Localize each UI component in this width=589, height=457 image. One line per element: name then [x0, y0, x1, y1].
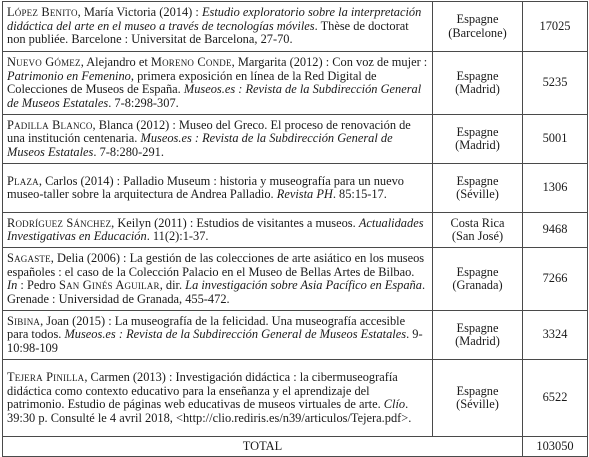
count-cell: 17025	[523, 2, 588, 52]
reference-text: . 7-8:298-307.	[108, 95, 179, 110]
author-name: Nuevo Gómez	[7, 55, 81, 69]
author-name: Sibina	[7, 313, 41, 328]
table-row	[3, 164, 588, 213]
reference-text: , primera exposición en línea de la Red Digital de Colecciones de Museos de España.	[7, 68, 377, 96]
reference-text: , Joan (2015) : La museografía de la felicidad. Una museografía accesible para todos.	[7, 313, 406, 342]
reference-text: . 7-8:280-291.	[93, 144, 164, 159]
country-cell	[433, 360, 523, 437]
reference-cell	[3, 248, 433, 311]
reference-cell	[3, 311, 433, 360]
table-row	[3, 2, 588, 52]
count-cell: 9468	[523, 213, 588, 248]
city: (Madrid)	[455, 138, 500, 152]
country: Espagne	[456, 173, 499, 188]
reference-text: : Pedro	[17, 278, 59, 292]
reference-journal: Museos.es : Revista de la Subdirección General de Museos Estatales	[7, 131, 393, 159]
reference-text: , Blanca (2012) : Museo del Greco. El proceso de renovación de una institución centenaria.	[7, 117, 411, 146]
author-name: Plaza	[7, 173, 39, 188]
author-name: Moreno Conde	[150, 55, 232, 69]
city: (Madrid)	[455, 82, 500, 96]
reference-journal: Clío	[383, 397, 406, 411]
total-value: 103050	[523, 437, 588, 457]
city: (Granada)	[452, 278, 503, 292]
country: Espagne	[456, 264, 499, 279]
reference-text: , dir.	[159, 278, 186, 292]
reference-text: , María Victoria (2014) :	[77, 5, 202, 20]
reference-text: , Delia (2006) : La gestión de las colecciones de arte asiático en los museos españoles : el caso de la Colección Palacio en el Museo de Bellas Artes de Bilbao.	[7, 251, 425, 279]
reference-title: Patrimonio en Femenino	[7, 68, 131, 83]
reference-cell	[3, 52, 433, 115]
reference-cell	[3, 164, 433, 213]
reference-text: . Grenade : Universidad de Granada, 455-472.	[7, 278, 426, 306]
count-cell: 5235	[523, 52, 588, 115]
reference-text: , Margarita (2012) : Con voz de mujer :	[231, 55, 428, 69]
reference-title: Estudio exploratorio sobre la interpretación didáctica del arte en el museo a través de tecnologías móviles	[7, 5, 422, 33]
country-cell	[433, 52, 523, 115]
reference-cell	[3, 213, 433, 248]
city: (Barcelone)	[448, 25, 507, 40]
reference-text: . 11(2):1-37.	[146, 229, 209, 243]
reference-journal: Revista PH	[276, 187, 333, 201]
country-cell	[433, 248, 523, 311]
country-cell	[433, 164, 523, 213]
country: Espagne	[456, 12, 499, 26]
reference-text: , Alejandro et	[80, 55, 151, 69]
reference-cell	[3, 2, 433, 52]
city: (San José)	[451, 229, 504, 243]
reference-text: , Carlos (2014) : Palladio Museum : historia y museografía para un nuevo museo-taller sobre la arquitectura de Andrea Palladio.	[7, 173, 404, 201]
reference-text: , Carmen (2013) : Investigación didáctica : la cibermuseografía didáctica como contexto educativo para la enseñanza y el aprendizaje del patrimonio. Estudio de páginas web educativas de museos virtuales de arte.	[7, 370, 398, 411]
reference-text: . Thèse de doctorat non publiée. Barcelone : Universitat de Barcelona, 27-70.	[7, 18, 409, 47]
reference-text: . 39:30 p. Consulté le 4 avril 2018, <http://clio.rediris.es/n39/articulos/Tejera.pdf>.	[7, 397, 412, 425]
table-row	[3, 115, 588, 164]
country-cell	[433, 115, 523, 164]
reference-title: La investigación sobre Asia Pacífico en España	[185, 278, 422, 292]
author-name: Tejera Pinilla	[7, 370, 85, 384]
table-row	[3, 360, 588, 437]
reference-journal: Museos.es : Revista de la Subdirección General de Museos Estatales	[64, 327, 407, 342]
country-cell	[433, 2, 523, 52]
author-name: San Ginés Aguilar	[58, 278, 160, 292]
count-cell: 5001	[523, 115, 588, 164]
count-cell: 3324	[523, 311, 588, 360]
city: (Séville)	[456, 397, 499, 411]
count-cell: 1306	[523, 164, 588, 213]
country-cell	[433, 311, 523, 360]
country: Espagne	[456, 383, 499, 398]
table-row	[3, 52, 588, 115]
reference-journal: Actualidades Investigativas en Educación	[7, 215, 424, 243]
table-row	[3, 213, 588, 248]
author-name: Padilla Blanco	[7, 117, 93, 132]
count-cell: 7266	[523, 248, 588, 311]
author-name: Rodríguez Sánchez	[7, 215, 112, 230]
total-label: TOTAL	[3, 437, 523, 457]
reference-text: . 9-10:98-109	[7, 327, 423, 355]
country: Espagne	[456, 124, 499, 139]
country: Espagne	[456, 68, 499, 83]
references-table	[2, 1, 588, 457]
count-cell: 6522	[523, 360, 588, 437]
reference-text: . 85:15-17.	[332, 187, 387, 201]
country: Espagne	[456, 320, 499, 335]
author-name: López Benito	[7, 5, 78, 20]
reference-journal: Museos.es : Revista de la Subdirección General de Museos Estatales	[7, 82, 422, 110]
table-row	[3, 311, 588, 360]
city: (Séville)	[456, 187, 499, 201]
reference-text: , Keilyn (2011) : Estudios de visitantes a museos.	[111, 215, 359, 230]
reference-in: In	[7, 278, 18, 292]
reference-cell	[3, 360, 433, 437]
author-name: Sagaste	[7, 251, 51, 265]
country-cell	[433, 213, 523, 248]
country: Costa Rica	[450, 215, 505, 230]
table-row	[3, 248, 588, 311]
reference-cell	[3, 115, 433, 164]
city: (Madrid)	[455, 334, 500, 348]
